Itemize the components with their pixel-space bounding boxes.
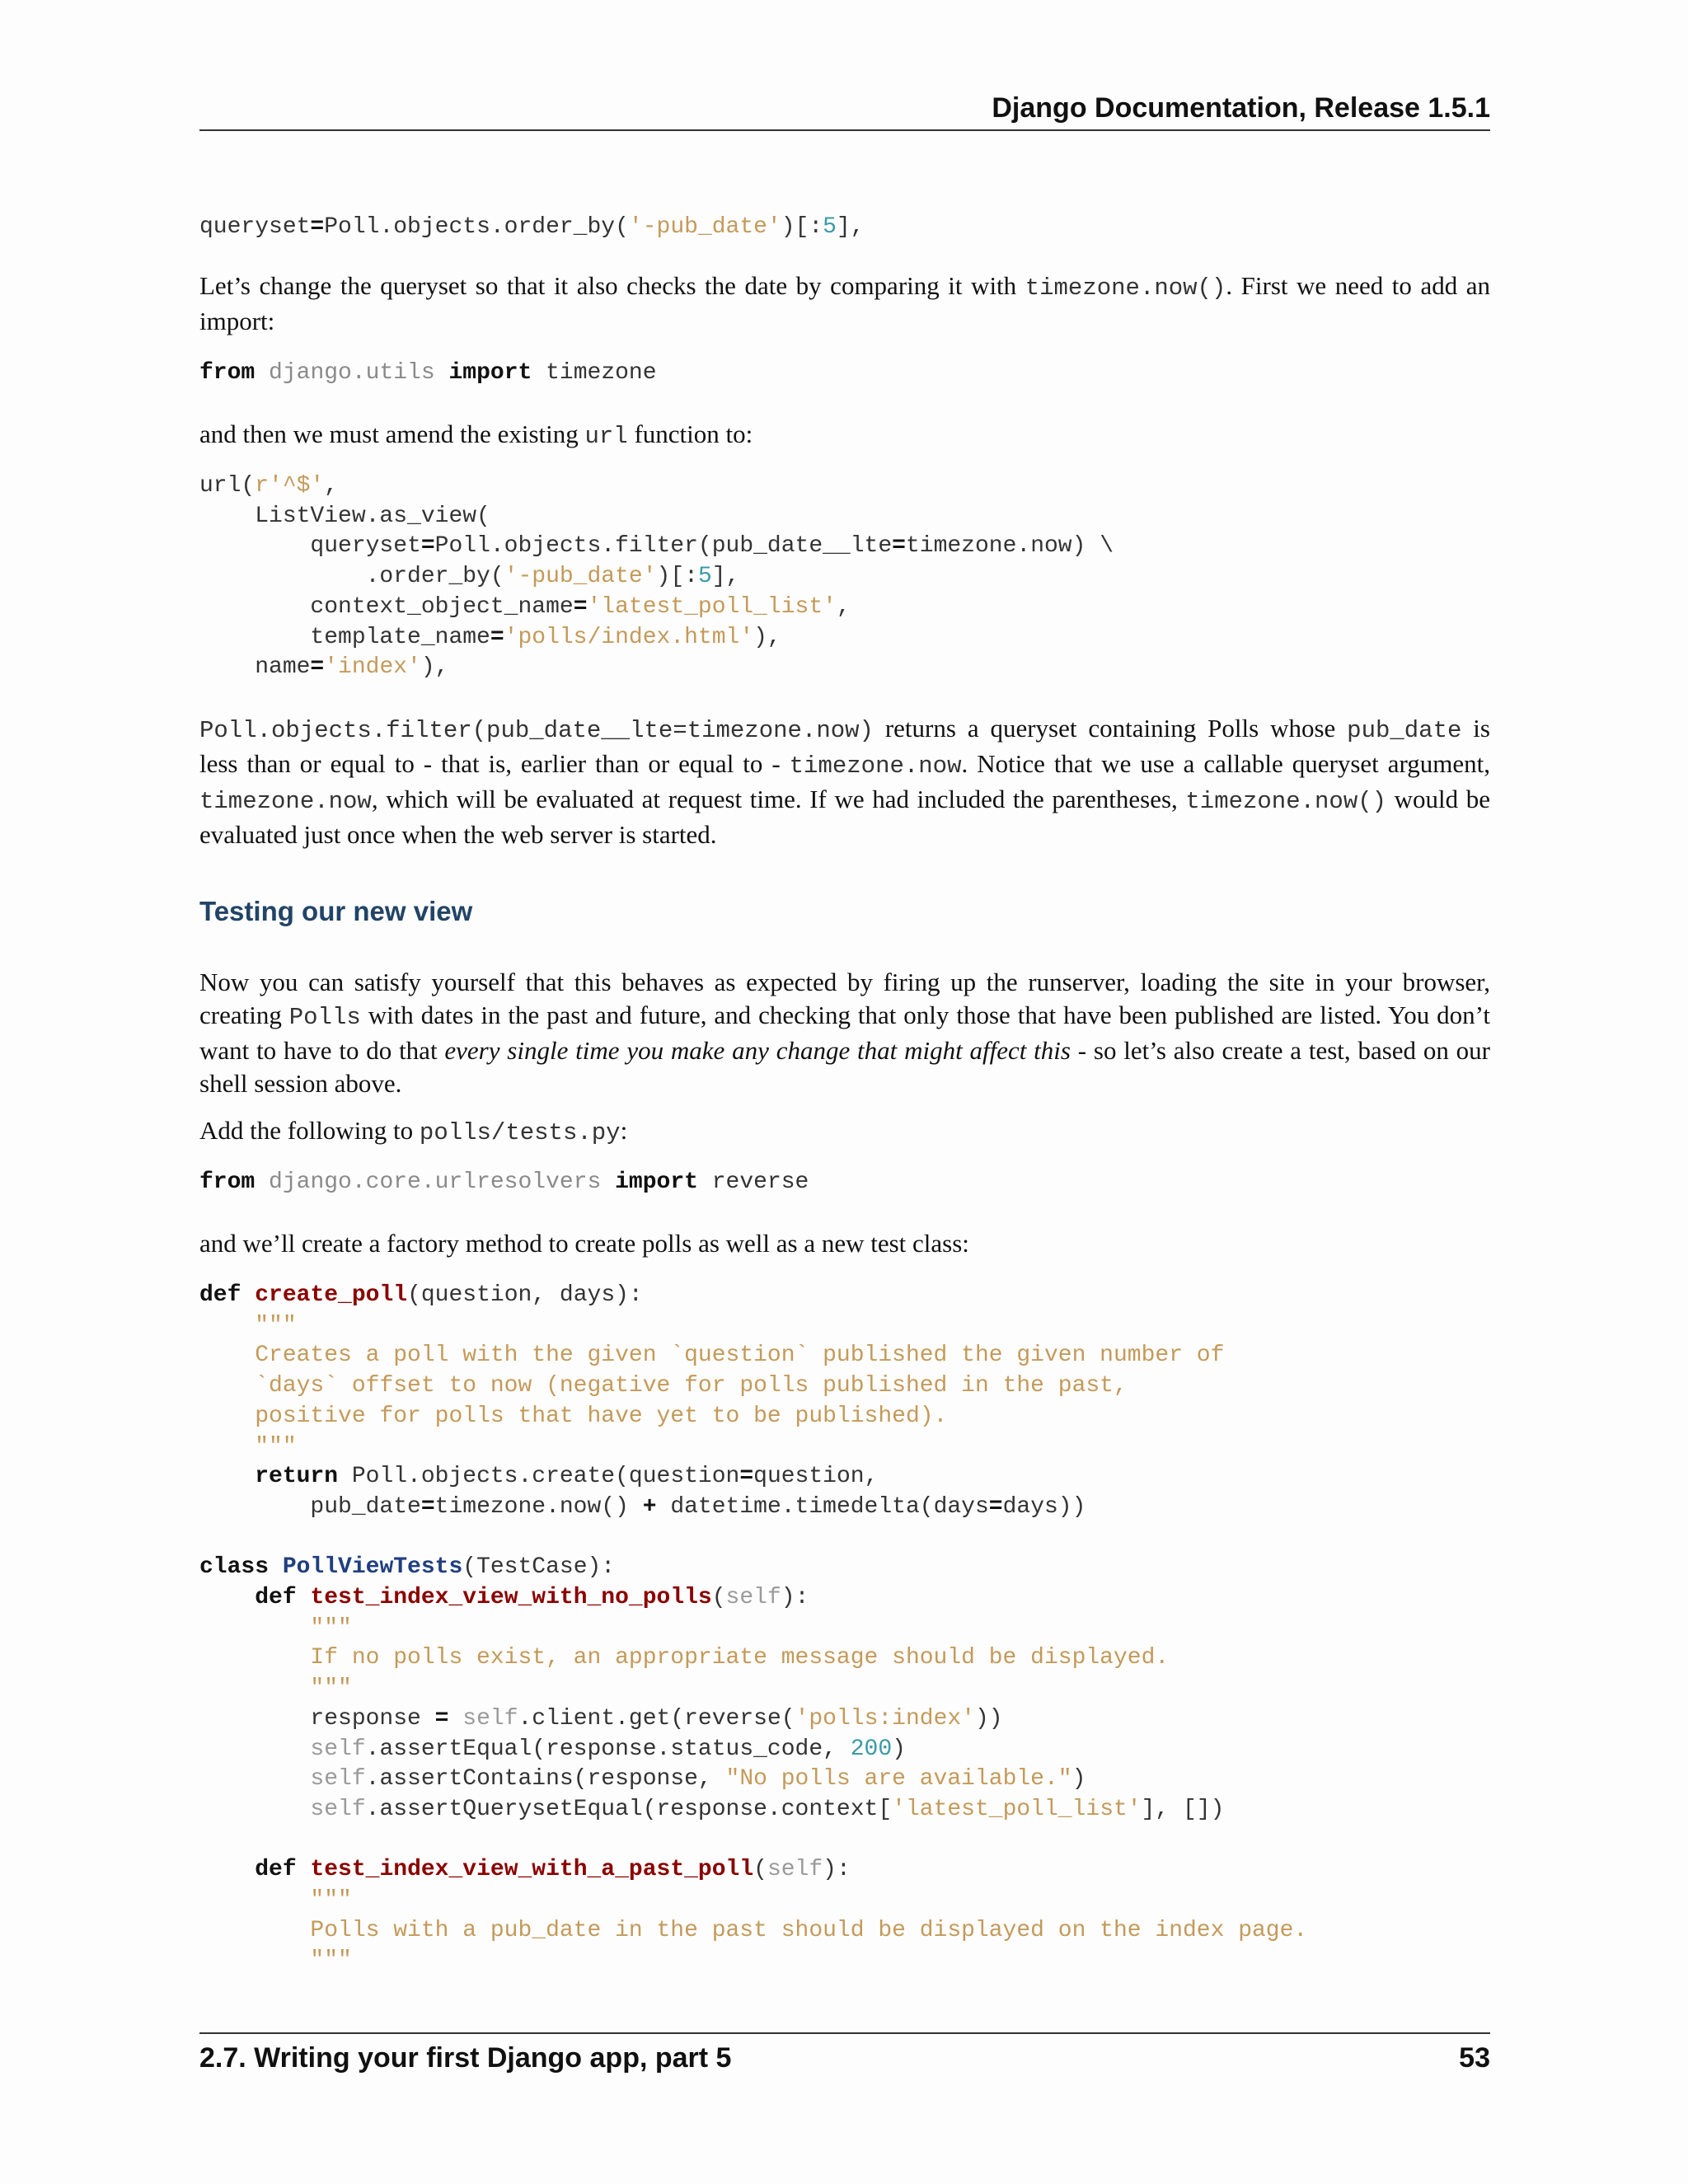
code-line: response = self.client.get(reverse('polls:index')) [199,1705,1003,1732]
paragraph-add-following: Add the following to polls/tests.py: [199,1116,628,1146]
code-line: def test_index_view_with_no_polls(self): [255,1585,809,1611]
section-heading: Testing our new view [199,896,473,926]
code-line: .order_by('-pub_date')[:5], [199,564,740,590]
code-line [199,1525,213,1550]
code-line: """ [310,1947,352,1974]
code-line: return Poll.objects.create(question=question, [255,1464,879,1490]
code-line: queryset=Poll.objects.order_by('-pub_date')[:5], [199,214,865,240]
footer-rule [199,2032,1490,2034]
page-number: 53 [1459,2042,1490,2074]
code-line: self.assertContains(response, "No polls are available.") [310,1766,1086,1793]
paragraph-filter-explanation: Poll.objects.filter(pub_date__lte=timezone.now) returns a queryset containing Polls whose pub_date is less than or equal to - that is, earlier than or equal to - timezone.now. Notice that we use a callable queryset argument, timezone.now, which will be evaluated at request time. If we had included the parentheses, timezone.now() would be evaluated just once when the web server is started. [199,714,1491,849]
code-line: context_object_name='latest_poll_list', [199,593,851,620]
code-block-import-reverse [199,1168,809,1198]
code-block-tests [199,1281,1307,1976]
code-block-import-timezone [199,359,657,389]
code-line: class PollViewTests(TestCase): [199,1554,616,1581]
code-line: Creates a poll with the given `question` published the given number of [255,1343,1225,1369]
code-line: """ [255,1312,297,1338]
code-line: def create_poll(question, days): [199,1282,643,1308]
paragraph-amend-url: and then we must amend the existing url function to: [199,419,753,450]
code-line: self.assertQuerysetEqual(response.context['latest_poll_list'], []) [310,1796,1225,1822]
code-line: """ [310,1615,352,1641]
code-line: pub_date=timezone.now() + datetime.timedelta(days=days)) [199,1493,1086,1520]
code-line: """ [310,1675,352,1702]
paragraph-satisfy-yourself: Now you can satisfy yourself that this behaves as expected by firing up the runserver, loading the site in your browser, creating Polls with dates in the past and future, and checking that only those that have been published are listed. You don’t want to have to do that every single time you make any change that might affect this - so let’s also create a test, based on our shell session above. [199,968,1490,1098]
footer-section-title: 2.7. Writing your first Django app, part 5 [199,2042,732,2074]
code-line: url(r'^$', [199,473,339,499]
code-line: `days` offset to now (negative for polls published in the past, [255,1373,1128,1399]
code-line: template_name='polls/index.html'), [199,624,781,650]
code-line: from django.core.urlresolvers import reverse [199,1169,809,1195]
paragraph-change-queryset: Let’s change the queryset so that it also checks the date by comparing it with timezone.now(). First we need to add an import: [199,271,1490,335]
code-line: If no polls exist, an appropriate message should be displayed. [310,1645,1170,1671]
code-line: def test_index_view_with_a_past_poll(self): [255,1857,851,1883]
code-block-url-conf [199,471,1114,683]
code-line: self.assertEqual(response.status_code, 200) [310,1736,906,1762]
code-block-order-by [199,213,865,243]
code-line [199,1827,213,1853]
paragraph-factory-method: and we’ll create a factory method to create polls as well as a new test class: [199,1229,969,1258]
running-header-title: Django Documentation, Release 1.5.1 [992,92,1490,124]
header-rule [199,129,1490,131]
code-line: queryset=Poll.objects.filter(pub_date__lte=timezone.now) \ [199,533,1114,560]
code-line: from django.utils import timezone [199,360,657,386]
code-line: Polls with a pub_date in the past should be displayed on the index page. [310,1917,1308,1943]
code-line: ListView.as_view( [199,503,490,529]
code-line: """ [310,1887,352,1914]
code-line: """ [255,1433,297,1460]
code-line: name='index'), [199,654,449,681]
code-line: positive for polls that have yet to be published). [255,1403,948,1429]
